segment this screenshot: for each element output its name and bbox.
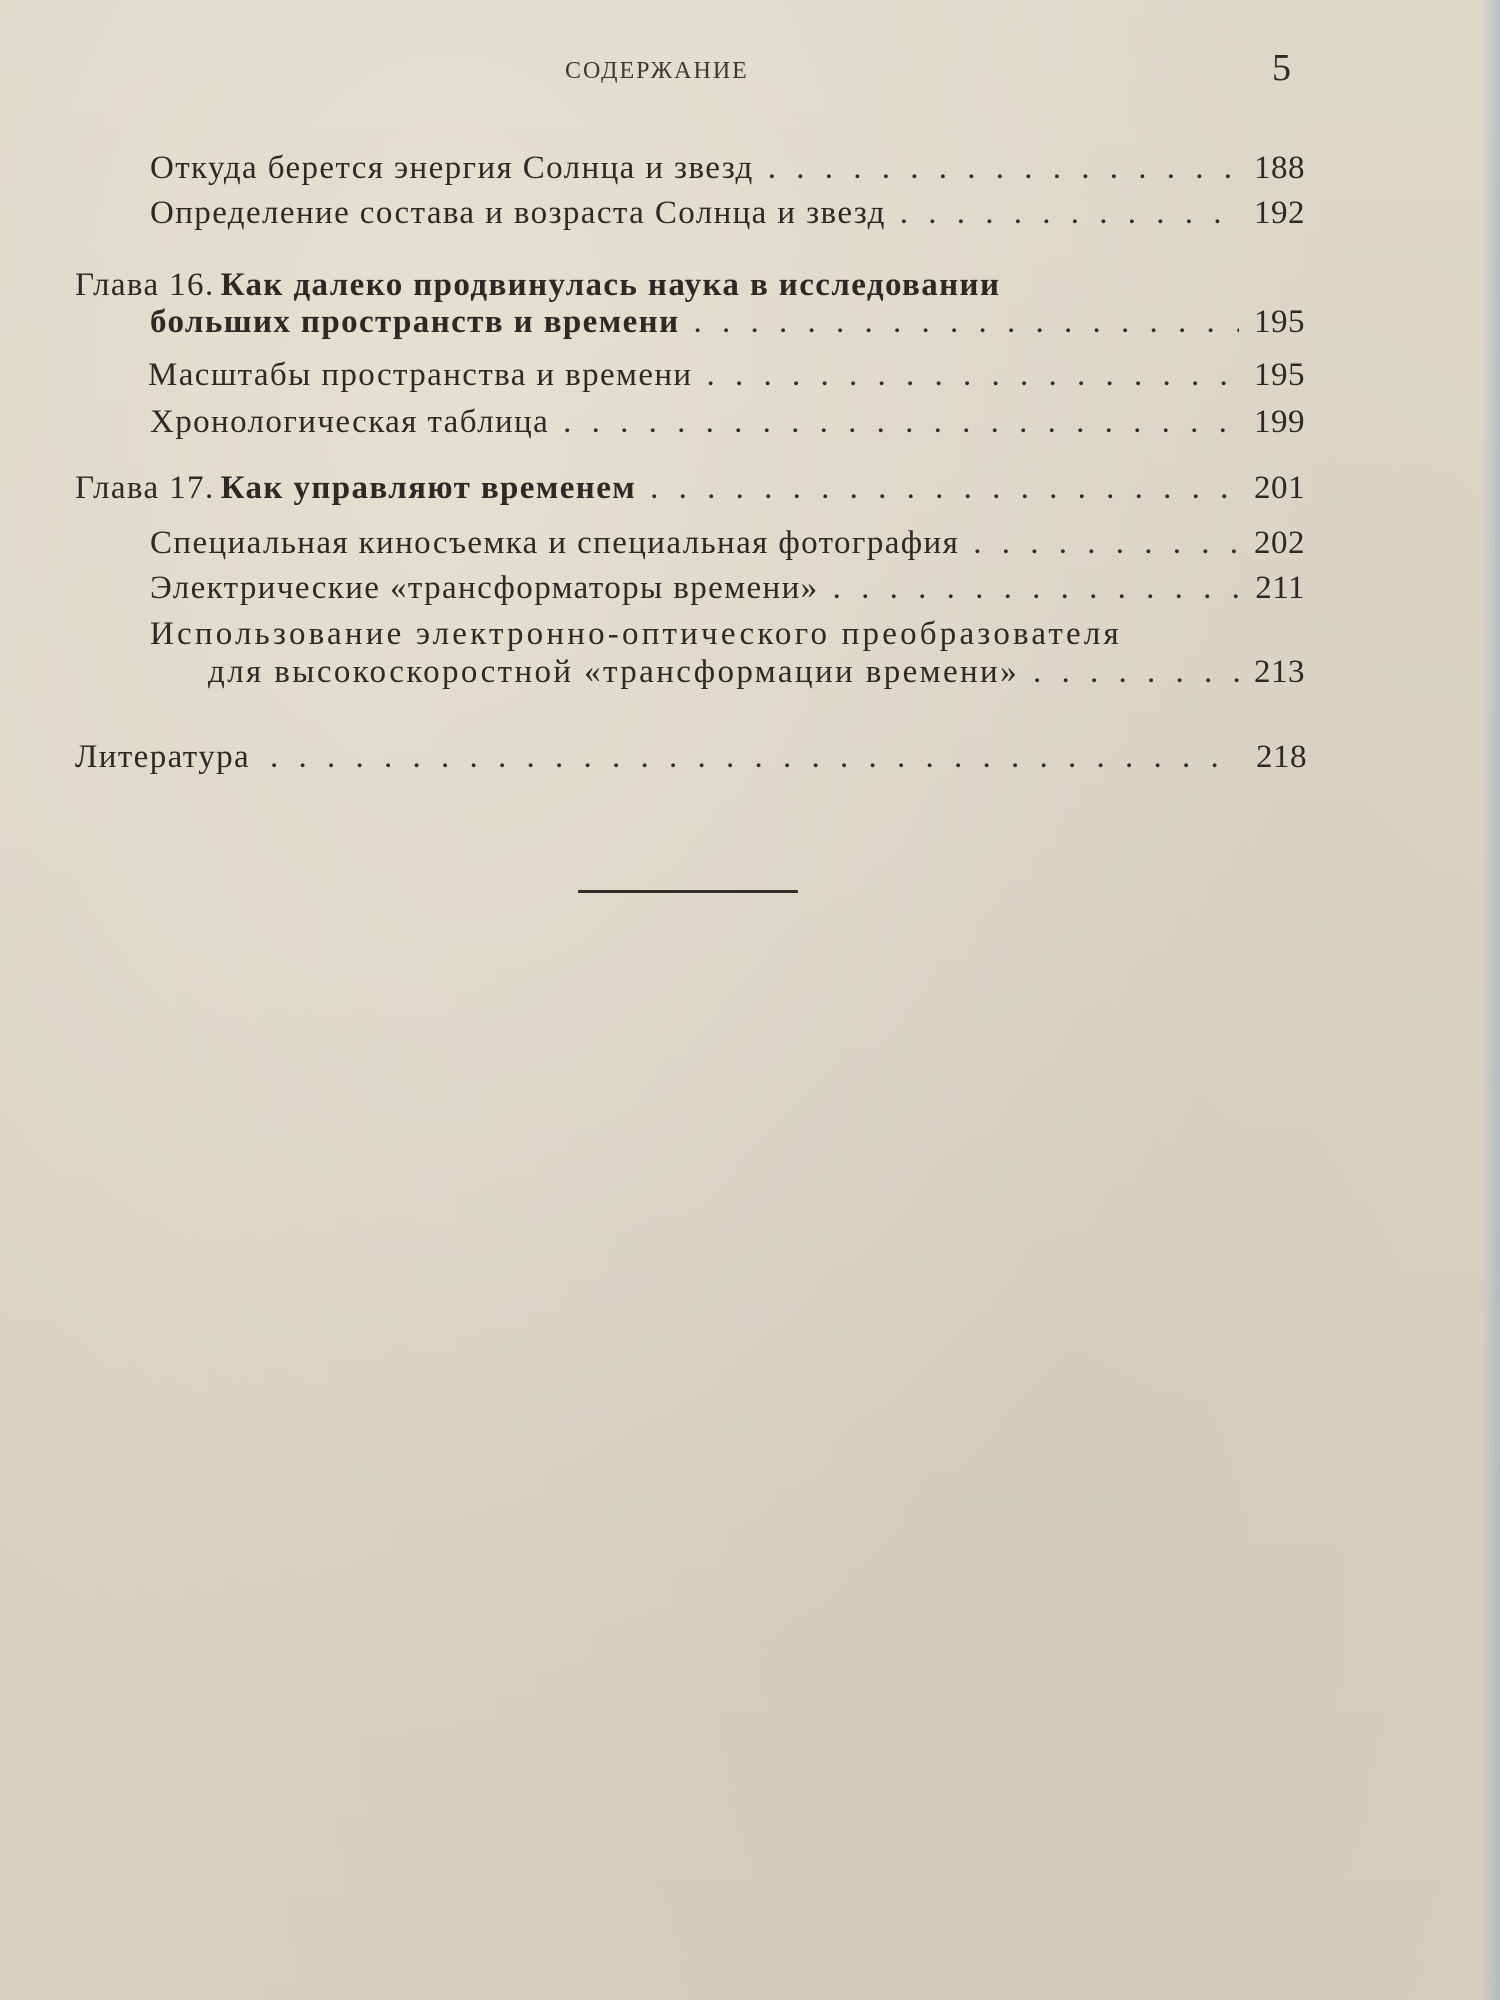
toc-entry-title: Хронологическая таблица [150, 404, 550, 440]
toc-entry-continuation [208, 652, 1305, 692]
toc-entry-page: 201 [1254, 470, 1305, 506]
toc-entry [150, 523, 1305, 563]
chapter-label: Глава 16. [75, 267, 215, 303]
toc-entry-page: 202 [1254, 525, 1305, 561]
end-rule [578, 890, 798, 893]
leader-dots [973, 523, 1239, 563]
toc-entry [150, 402, 1305, 442]
toc-entry-title: Определение состава и возраста Солнца и звезд [150, 195, 886, 231]
leader-dots [768, 148, 1239, 188]
leader-dots [833, 568, 1239, 608]
toc-entry-page: 188 [1254, 150, 1305, 186]
toc-entry-title: Электрические «трансформаторы времени» [150, 570, 819, 606]
toc-entry [150, 193, 1305, 233]
toc-entry-page: 213 [1254, 654, 1305, 690]
chapter-heading [75, 468, 1305, 508]
toc-entry-page: 218 [1256, 739, 1307, 775]
toc-entry [148, 355, 1305, 395]
table-of-contents [0, 0, 1500, 800]
chapter-label: Глава 17. [75, 470, 215, 506]
toc-entry [150, 614, 1230, 654]
toc-entry-page: 195 [1254, 357, 1305, 393]
leader-dots [900, 193, 1239, 233]
toc-entry-title: Масштабы пространства и времени [148, 357, 693, 393]
toc-entry-title: Литература [75, 739, 251, 775]
toc-entry-title: Использование электронно-оптического преобразователя [150, 616, 1122, 652]
toc-entry-title: Откуда берется энергия Солнца и звезд [150, 150, 754, 186]
toc-entry-page: 195 [1254, 304, 1305, 340]
leader-dots [650, 468, 1239, 508]
chapter-heading [75, 265, 1230, 305]
toc-entry-page: 199 [1254, 404, 1305, 440]
toc-entry-page: 192 [1254, 195, 1305, 231]
leader-dots [693, 302, 1239, 342]
chapter-title: Как управляют временем [220, 470, 637, 506]
page-number: 5 [1272, 47, 1291, 89]
chapter-heading-continuation [150, 302, 1305, 342]
leader-dots [563, 402, 1239, 442]
chapter-title-continued: больших пространств и времени [150, 304, 680, 340]
leader-dots [1033, 652, 1239, 692]
toc-entry-title-continued: для высокоскоростной «трансформации времени» [208, 654, 1020, 690]
toc-entry-title: Специальная киносъемка и специальная фотография [150, 525, 960, 561]
toc-entry-page: 211 [1255, 570, 1305, 606]
leader-dots [707, 355, 1240, 395]
toc-entry [150, 568, 1305, 608]
running-head: СОДЕРЖАНИЕ [565, 58, 749, 84]
toc-entry [150, 148, 1305, 188]
toc-entry-bibliography [75, 737, 1307, 777]
chapter-title: Как далеко продвинулась наука в исследовании [220, 267, 1001, 303]
leader-dots [270, 737, 1241, 777]
